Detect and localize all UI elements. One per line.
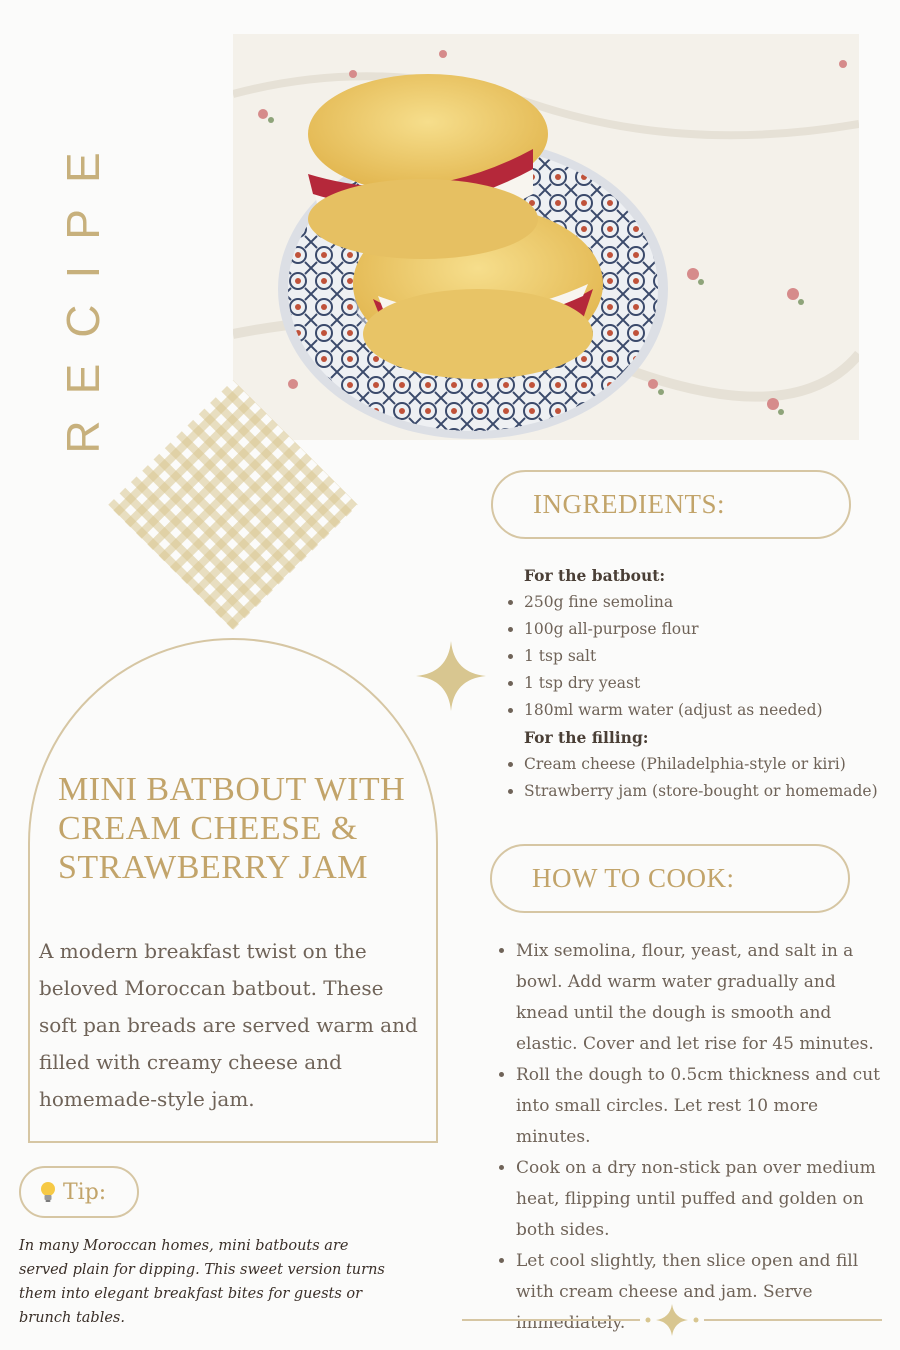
sparkle-icon <box>416 641 486 711</box>
ingredients-list <box>500 562 890 805</box>
list-item: • Cream cheese (Philadelphia-style or kiri) <box>524 751 890 778</box>
lightbulb-icon <box>39 1181 57 1203</box>
steps-list <box>492 936 887 1339</box>
tip-label: Tip: <box>63 1179 107 1205</box>
gingham-diamond <box>108 380 358 630</box>
recipe-intro: A modern breakfast twist on the beloved Moroccan batbout. These soft pan breads are served warm and filled with creamy cheese and homemade-style jam. <box>39 939 418 1111</box>
list-item: • 250g fine semolina <box>524 589 890 616</box>
ingredients-heading: INGREDIENTS: <box>533 489 725 519</box>
ingredient-group-title: For the batbout: <box>524 566 666 585</box>
list-item: • 100g all-purpose flour <box>524 616 890 643</box>
list-item: • 1 tsp salt <box>524 643 890 670</box>
list-item: • 1 tsp dry yeast <box>524 670 890 697</box>
how-to-cook-heading: HOW TO COOK: <box>532 863 735 893</box>
tip-text: In many Moroccan homes, mini batbouts are served plain for dipping. This sweet version turns them into elegant breakfast bites for guests or brunch tables. <box>19 1238 385 1326</box>
side-title-text: RECIPE <box>57 126 109 454</box>
recipe-title: MINI BATBOUT WITH CREAM CHEESE & STRAWBERRY JAM <box>58 771 406 886</box>
list-item: • 180ml warm water (adjust as needed) <box>524 697 890 724</box>
list-item: • Mix semolina, flour, yeast, and salt in a bowl. Add warm water gradually and knead until the dough is smooth and elastic. Cover and let rise for 45 minutes. <box>516 936 887 1060</box>
ingredient-group-title: For the filling: <box>524 728 649 747</box>
tip-pill <box>19 1166 139 1218</box>
ingredients-heading-pill <box>491 470 851 539</box>
list-item: • Roll the dough to 0.5cm thickness and cut into small circles. Let rest 10 more minutes. <box>516 1060 887 1153</box>
list-item: • Strawberry jam (store-bought or homemade) <box>524 778 890 805</box>
how-to-cook-heading-pill <box>490 844 850 913</box>
bottom-divider <box>462 1302 882 1338</box>
list-item: • Cook on a dry non-stick pan over medium heat, flipping until puffed and golden on both sides. <box>516 1153 887 1246</box>
list-item: • Let cool slightly, then slice open and fill with cream cheese and jam. Serve immediately. <box>516 1246 887 1339</box>
